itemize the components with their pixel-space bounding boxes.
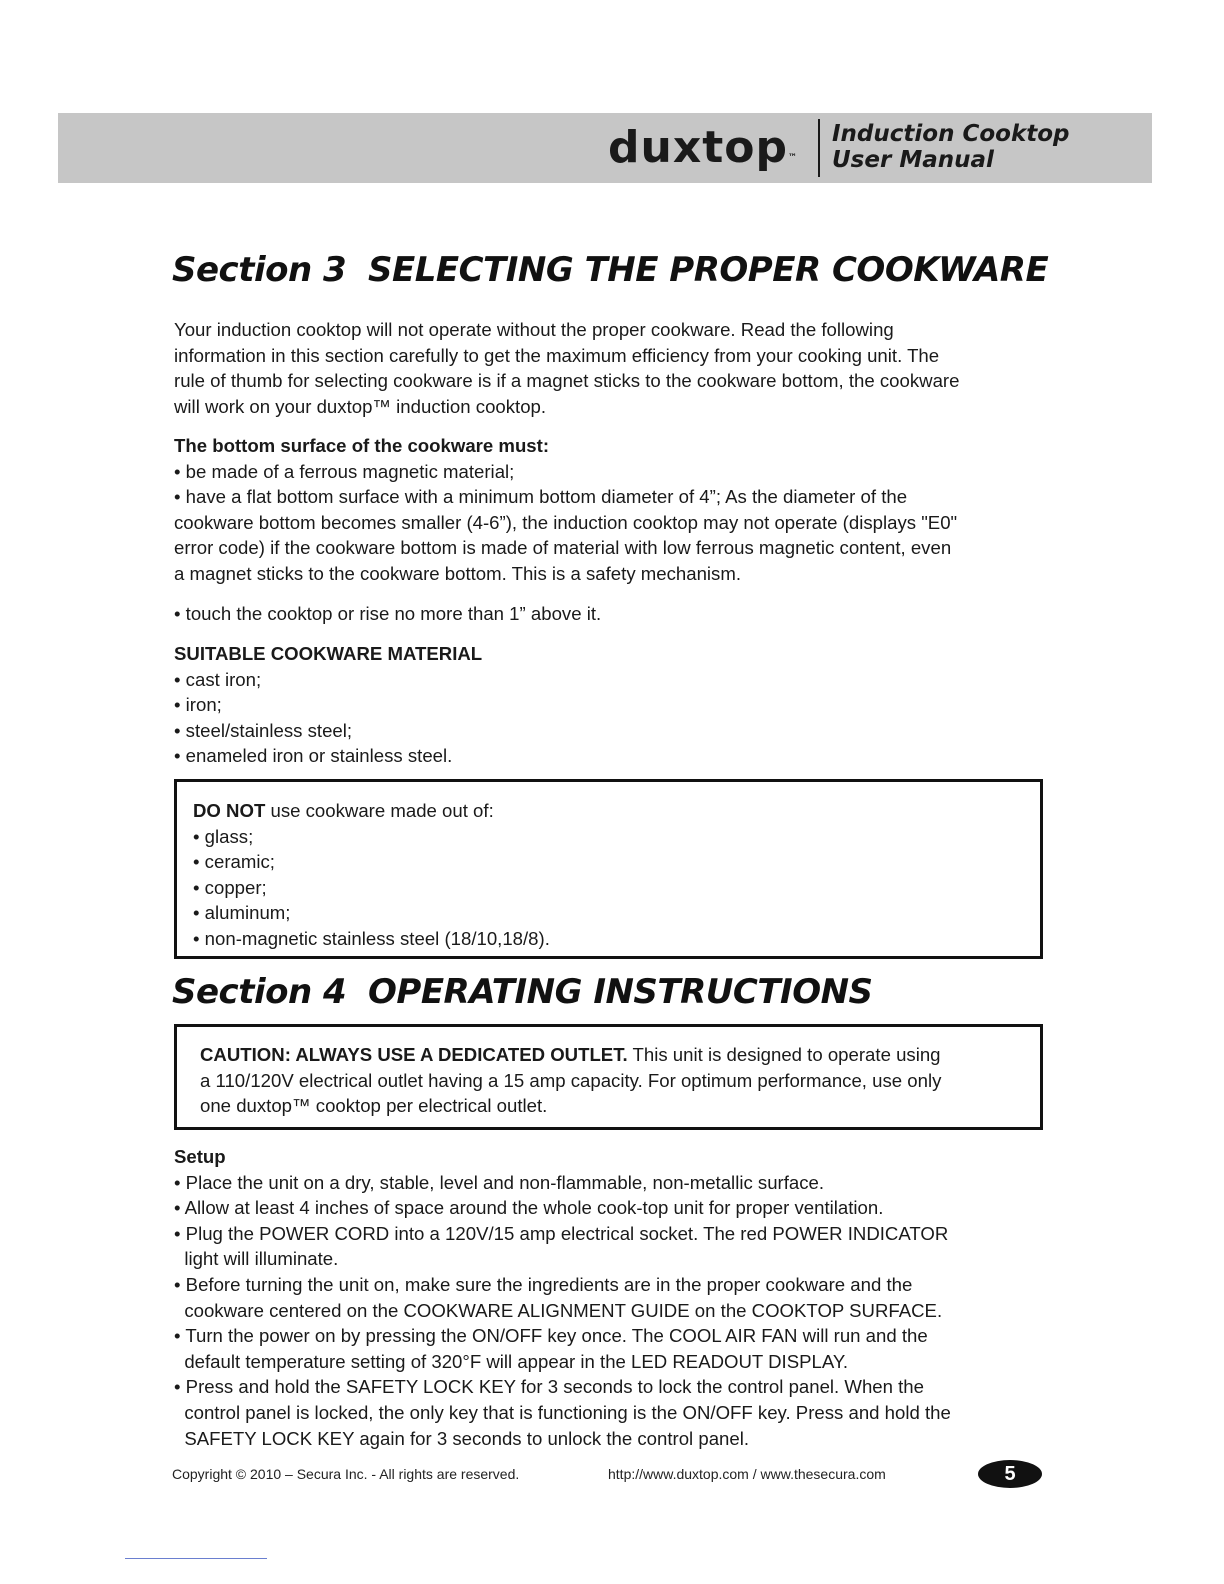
scan-line [125, 1558, 267, 1559]
footer-copyright: Copyright © 2010 – Secura Inc. - All rights are reserved. [172, 1466, 520, 1482]
footer-urls: http://www.duxtop.com / www.thesecura.com [608, 1466, 886, 1482]
section-3-heading: Section 3 SELECTING THE PROPER COOKWARE [172, 250, 1049, 290]
do-not-box [174, 779, 1043, 959]
must-heading: The bottom surface of the cookware must: [174, 435, 550, 456]
must-list: The bottom surface of the cookware must: • be made of a ferrous magnetic material; • have a flat bottom surface with a minimum bottom diameter of 4”; As the diameter of the cookware bottom becomes smaller (4-6”), the induction cooktop may not operate (displays "E0" error code) if the cookware bottom is made of material with low ferrous magnetic content, even a magnet sticks to the cookware bottom. This is a safety mechanism. [174, 433, 1044, 587]
duxtop-logo: duxtop™ [608, 122, 798, 173]
page-number-badge: 5 [978, 1460, 1042, 1488]
suitable-list: SUITABLE COOKWARE MATERIAL • cast iron; • iron; • steel/stainless steel; • enameled iron or stainless steel. [174, 641, 1044, 769]
header-title: Induction Cooktop User Manual [832, 121, 1070, 173]
do-not-list: DO NOT use cookware made out of: • glass; • ceramic; • copper; • aluminum; • non-magnetic stainless steel (18/10,18/8). [193, 800, 550, 949]
touch-item: • touch the cooktop or rise no more than 1” above it. [174, 603, 602, 624]
setup-list: Setup • Place the unit on a dry, stable, level and non-flammable, non-metallic surface. • Allow at least 4 inches of space around the whole cook-top unit for proper ventilation. • Plug the POWER CORD into a 120V/15 amp electrical socket. The red POWER INDICATOR light will illuminate. • Before turning the unit on, make sure the ingredients are in the proper cookware and the cookware centered on the COOKWARE ALIGNMENT GUIDE on the COOKTOP SURFACE. • Turn the power on by pressing the ON/OFF key once. The COOL AIR FAN will run and the default temperature setting of 320°F will appear in the LED READOUT DISPLAY. • Press and hold the SAFETY LOCK KEY for 3 seconds to lock the control panel. When the control panel is locked, the only key that is functioning is the ON/OFF key. Press and hold the SAFETY LOCK KEY again for 3 seconds to unlock the control panel. [174, 1144, 1044, 1451]
suitable-heading: SUITABLE COOKWARE MATERIAL [174, 643, 483, 664]
section-3-intro: Your induction cooktop will not operate without the proper cookware. Read the following information in this section carefully to get the maximum efficiency from your cooking unit. The rule of thumb for selecting cookware is if a magnet sticks to the cookware bottom, the cookware will work on your duxtop™ induction cooktop. [174, 319, 960, 417]
section-4-heading: Section 4 OPERATING INSTRUCTIONS [172, 972, 873, 1012]
header-divider [818, 119, 820, 177]
caution-box [174, 1024, 1043, 1130]
caution-text: CAUTION: ALWAYS USE A DEDICATED OUTLET. This unit is designed to operate using a 110/120V electrical outlet having a 15 amp capacity. For optimum performance, use only one duxtop™ cooktop per electrical outlet. [200, 1044, 942, 1117]
setup-heading: Setup [174, 1146, 226, 1167]
